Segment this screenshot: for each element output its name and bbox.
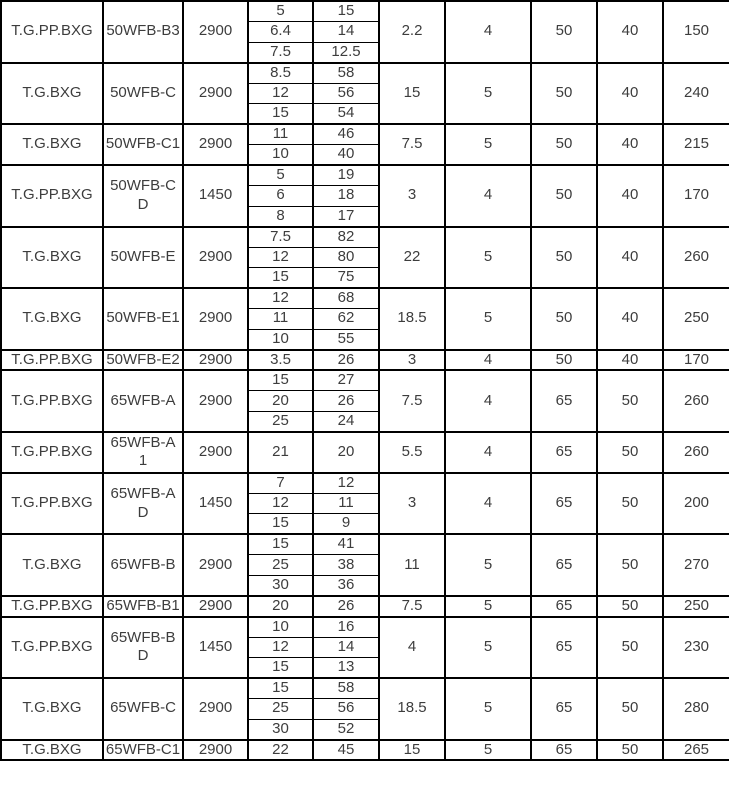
cell-speed: 2900 [183,740,248,761]
cell-flow: 12 [248,493,313,514]
cell-power: 3 [379,350,445,371]
cell-power: 3 [379,165,445,227]
cell-model [103,740,183,761]
cell-flow: 15 [248,658,313,679]
model-line: 65WFB-A [110,433,176,451]
cell-flow: 6 [248,186,313,207]
cell-head: 27 [313,370,379,391]
cell-model [103,678,183,740]
cell-outlet: 50 [597,617,663,679]
model-line: 65WFB-C [110,699,176,717]
cell-col7: 5 [445,617,531,679]
model-line: 65WFB-B1 [106,596,180,614]
cell-power: 7.5 [379,370,445,432]
cell-speed: 2900 [183,227,248,289]
table-row [1,596,729,617]
cell-col7: 4 [445,473,531,535]
cell-inlet: 50 [531,63,597,125]
cell-inlet: 50 [531,227,597,289]
cell-speed: 2900 [183,534,248,596]
cell-outlet: 40 [597,165,663,227]
cell-flow: 10 [248,617,313,638]
model-line: 50WFB-C [110,177,176,194]
cell-inlet: 65 [531,596,597,617]
cell-head: 56 [313,699,379,720]
cell-weight: 270 [663,534,729,596]
model-line: 65WFB-A [110,391,176,409]
cell-head: 24 [313,411,379,432]
cell-head: 75 [313,268,379,289]
table-row [1,63,729,84]
cell-flow: 22 [248,740,313,761]
cell-flow: 8.5 [248,63,313,84]
cell-outlet: 50 [597,370,663,432]
cell-outlet: 40 [597,350,663,371]
cell-col7: 4 [445,370,531,432]
cell-col7: 4 [445,350,531,371]
cell-model [103,288,183,350]
cell-power: 15 [379,63,445,125]
cell-inlet: 50 [531,1,597,63]
cell-flow: 10 [248,145,313,166]
cell-outlet: 40 [597,1,663,63]
table-row [1,534,729,555]
cell-flow: 15 [248,268,313,289]
cell-col7: 5 [445,124,531,165]
cell-head: 55 [313,329,379,350]
cell-model [103,227,183,289]
cell-flow: 25 [248,555,313,576]
cell-power: 4 [379,617,445,679]
table-row [1,678,729,699]
cell-flow: 20 [248,596,313,617]
cell-model [103,473,183,535]
cell-head: 36 [313,575,379,596]
cell-head: 82 [313,227,379,248]
cell-head: 58 [313,678,379,699]
cell-col7: 4 [445,432,531,473]
cell-col7: 5 [445,740,531,761]
cell-flow: 11 [248,124,313,145]
cell-inlet: 65 [531,678,597,740]
cell-head: 19 [313,165,379,186]
cell-head: 14 [313,22,379,43]
cell-flow: 12 [248,83,313,104]
model-line: D [137,195,149,213]
table-row [1,165,729,186]
cell-head: 38 [313,555,379,576]
cell-material: T.G.BXG [1,678,103,740]
cell-head: 12.5 [313,42,379,63]
cell-weight: 170 [663,350,729,371]
cell-model [103,370,183,432]
cell-flow: 25 [248,699,313,720]
cell-model [103,432,183,473]
cell-model [103,596,183,617]
table-row [1,473,729,494]
cell-inlet: 65 [531,740,597,761]
cell-power: 2.2 [379,1,445,63]
cell-flow: 12 [248,247,313,268]
table-row [1,227,729,248]
cell-material: T.G.PP.BXG [1,617,103,679]
cell-head: 26 [313,596,379,617]
cell-inlet: 65 [531,473,597,535]
cell-model [103,124,183,165]
cell-head: 12 [313,473,379,494]
model-line: 65WFB-B [110,555,176,573]
cell-power: 18.5 [379,288,445,350]
cell-speed: 2900 [183,350,248,371]
cell-head: 17 [313,206,379,227]
cell-head: 56 [313,83,379,104]
cell-model [103,1,183,63]
cell-flow: 15 [248,534,313,555]
cell-outlet: 50 [597,678,663,740]
table-row [1,350,729,371]
cell-col7: 5 [445,678,531,740]
cell-model [103,617,183,679]
pump-spec-table-body [1,1,729,760]
cell-flow: 25 [248,411,313,432]
cell-model [103,63,183,125]
table-row [1,432,729,473]
cell-col7: 5 [445,534,531,596]
cell-power: 11 [379,534,445,596]
model-line: 50WFB-E2 [106,350,180,368]
cell-flow: 7.5 [248,227,313,248]
cell-material: T.G.PP.BXG [1,350,103,371]
cell-col7: 5 [445,596,531,617]
cell-weight: 150 [663,1,729,63]
cell-flow: 30 [248,575,313,596]
cell-flow: 3.5 [248,350,313,371]
cell-head: 68 [313,288,379,309]
cell-head: 26 [313,350,379,371]
table-row [1,740,729,761]
cell-speed: 2900 [183,124,248,165]
cell-flow: 15 [248,370,313,391]
cell-flow: 15 [248,514,313,535]
cell-inlet: 50 [531,124,597,165]
cell-speed: 1450 [183,473,248,535]
model-line: 65WFB-C1 [105,740,181,758]
model-line: 65WFB-A [110,484,176,502]
cell-outlet: 40 [597,63,663,125]
cell-power: 22 [379,227,445,289]
cell-col7: 5 [445,63,531,125]
cell-flow: 5 [248,1,313,22]
cell-power: 7.5 [379,596,445,617]
cell-outlet: 50 [597,596,663,617]
cell-material: T.G.PP.BXG [1,370,103,432]
model-line: 50WFB-C [110,83,176,101]
cell-inlet: 65 [531,617,597,679]
cell-col7: 4 [445,165,531,227]
cell-head: 16 [313,617,379,638]
cell-weight: 250 [663,596,729,617]
cell-head: 46 [313,124,379,145]
cell-speed: 1450 [183,617,248,679]
cell-speed: 2900 [183,596,248,617]
cell-material: T.G.BXG [1,124,103,165]
cell-power: 5.5 [379,432,445,473]
cell-material: T.G.PP.BXG [1,165,103,227]
cell-model [103,350,183,371]
cell-inlet: 65 [531,370,597,432]
cell-inlet: 50 [531,288,597,350]
cell-power: 18.5 [379,678,445,740]
model-line: 1 [138,452,148,470]
cell-flow: 12 [248,637,313,658]
cell-flow: 10 [248,329,313,350]
cell-speed: 2900 [183,1,248,63]
cell-head: 62 [313,309,379,330]
cell-head: 41 [313,534,379,555]
cell-weight: 250 [663,288,729,350]
cell-inlet: 50 [531,350,597,371]
cell-weight: 260 [663,370,729,432]
cell-head: 45 [313,740,379,761]
cell-flow: 15 [248,104,313,125]
cell-material: T.G.PP.BXG [1,596,103,617]
cell-head: 80 [313,247,379,268]
model-line: 65WFB-B [110,628,176,646]
cell-power: 15 [379,740,445,761]
model-line: 50WFB-E1 [106,309,180,327]
cell-outlet: 50 [597,432,663,473]
cell-head: 40 [313,145,379,166]
cell-material: T.G.BXG [1,740,103,761]
cell-weight: 265 [663,740,729,761]
cell-weight: 280 [663,678,729,740]
cell-speed: 2900 [183,678,248,740]
cell-head: 54 [313,104,379,125]
cell-weight: 230 [663,617,729,679]
cell-outlet: 50 [597,473,663,535]
cell-head: 14 [313,637,379,658]
cell-weight: 260 [663,227,729,289]
cell-material: T.G.BXG [1,227,103,289]
cell-weight: 260 [663,432,729,473]
cell-speed: 1450 [183,165,248,227]
cell-col7: 5 [445,227,531,289]
cell-head: 20 [313,432,379,473]
cell-flow: 20 [248,391,313,412]
cell-material: T.G.BXG [1,534,103,596]
cell-flow: 7.5 [248,42,313,63]
cell-model [103,534,183,596]
table-row [1,370,729,391]
model-line: 50WFB-B3 [106,22,180,40]
cell-head: 11 [313,493,379,514]
cell-head: 18 [313,186,379,207]
cell-head: 9 [313,514,379,535]
cell-flow: 21 [248,432,313,473]
cell-inlet: 65 [531,534,597,596]
cell-outlet: 40 [597,124,663,165]
cell-speed: 2900 [183,370,248,432]
table-row [1,288,729,309]
cell-outlet: 50 [597,534,663,596]
cell-col7: 4 [445,1,531,63]
cell-weight: 215 [663,124,729,165]
cell-head: 58 [313,63,379,84]
model-line: D [137,503,149,521]
model-line: 50WFB-C1 [105,135,181,153]
cell-speed: 2900 [183,63,248,125]
cell-head: 52 [313,719,379,740]
table-row [1,1,729,22]
cell-material: T.G.PP.BXG [1,1,103,63]
model-line: 50WFB-E [110,247,176,265]
cell-model [103,165,183,227]
cell-flow: 7 [248,473,313,494]
cell-head: 26 [313,391,379,412]
cell-material: T.G.BXG [1,63,103,125]
cell-inlet: 50 [531,165,597,227]
cell-head: 13 [313,658,379,679]
cell-head: 15 [313,1,379,22]
cell-flow: 6.4 [248,22,313,43]
cell-outlet: 40 [597,288,663,350]
cell-flow: 30 [248,719,313,740]
cell-outlet: 50 [597,740,663,761]
cell-power: 3 [379,473,445,535]
cell-speed: 2900 [183,288,248,350]
cell-speed: 2900 [183,432,248,473]
cell-power: 7.5 [379,124,445,165]
cell-flow: 11 [248,309,313,330]
cell-weight: 200 [663,473,729,535]
cell-material: T.G.PP.BXG [1,473,103,535]
cell-material: T.G.BXG [1,288,103,350]
cell-flow: 5 [248,165,313,186]
table-row [1,617,729,638]
cell-col7: 5 [445,288,531,350]
cell-weight: 240 [663,63,729,125]
cell-inlet: 65 [531,432,597,473]
table-row [1,124,729,145]
cell-outlet: 40 [597,227,663,289]
cell-material: T.G.PP.BXG [1,432,103,473]
cell-weight: 170 [663,165,729,227]
cell-flow: 8 [248,206,313,227]
model-line: D [137,647,149,665]
cell-flow: 12 [248,288,313,309]
cell-flow: 15 [248,678,313,699]
